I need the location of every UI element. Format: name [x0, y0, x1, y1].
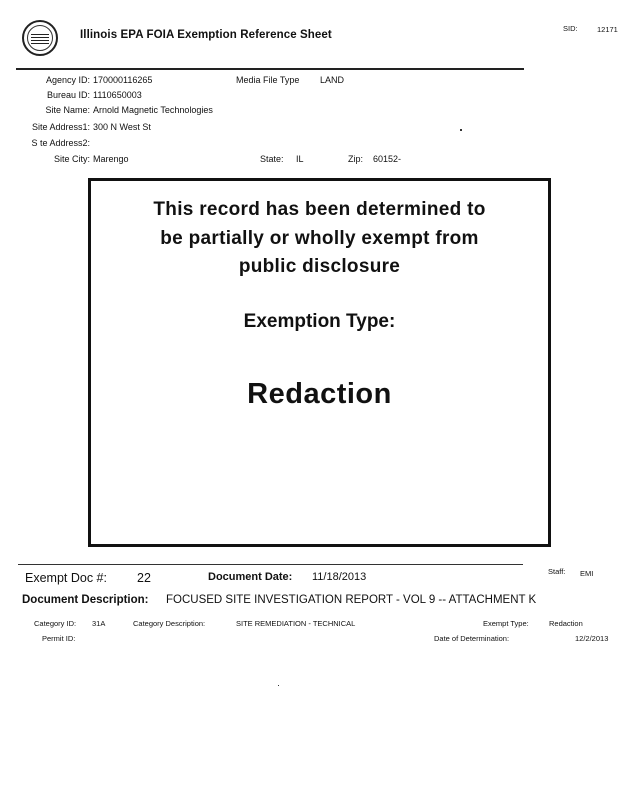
site-address1-value: 300 N West St	[93, 122, 151, 132]
exempt-type-value: Redaction	[549, 619, 583, 628]
exemption-type-value: Redaction	[247, 378, 392, 410]
exemption-type-heading: Exemption Type:	[243, 311, 396, 332]
category-id-value: 31A	[92, 619, 106, 628]
document-date-value: 11/18/2013	[312, 571, 367, 583]
media-file-type-value: LAND	[320, 75, 345, 85]
site-address1-label: Site Address1:	[31, 122, 90, 132]
site-name-value: Arnold Magnetic Technologies	[93, 105, 213, 115]
exemption-message-line-1: This record has been determined to	[153, 199, 486, 220]
date-of-determination-label: Date of Determination:	[434, 634, 510, 643]
agency-id-value: 170000116265	[93, 75, 153, 85]
sid-label: SID:	[563, 24, 578, 33]
site-city-label: Site City:	[53, 154, 90, 164]
category-description-label: Category Description:	[133, 619, 206, 628]
document-description-label: Document Description:	[22, 594, 149, 606]
document-description-value: FOCUSED SITE INVESTIGATION REPORT - VOL 9 -- ATTACHMENT K	[166, 594, 537, 606]
header-rule	[16, 68, 524, 70]
illinois-epa-seal-icon	[22, 20, 58, 56]
site-city-value: Marengo	[93, 154, 129, 164]
exempt-doc-label: Exempt Doc #:	[25, 571, 107, 585]
exemption-message-line-3: public disclosure	[238, 256, 401, 277]
permit-id-label: Permit ID:	[42, 634, 76, 643]
exempt-doc-value: 22	[137, 571, 151, 585]
staff-label: Staff:	[548, 567, 566, 576]
page-title: Illinois EPA FOIA Exemption Reference Sheet	[80, 29, 332, 41]
agency-id-label: Agency ID:	[45, 75, 90, 85]
staff-value: EMI	[580, 569, 594, 578]
sid-value: 12171	[597, 25, 618, 34]
exempt-type-label: Exempt Type:	[483, 619, 529, 628]
exemption-message-line-2: be partially or wholly exempt from	[160, 227, 479, 249]
media-file-type-label: Media File Type	[236, 75, 300, 85]
document-date-label: Document Date:	[208, 571, 293, 583]
site-address2-label: S te Address2:	[31, 138, 90, 148]
date-of-determination-value: 12/2/2013	[575, 634, 609, 643]
bureau-id-value: 1110650003	[93, 90, 142, 100]
state-value: IL	[296, 154, 304, 164]
scan-speck	[278, 685, 279, 686]
state-label: State:	[260, 154, 284, 164]
exemption-notice-box	[88, 178, 551, 547]
footer-rule	[18, 564, 523, 565]
zip-label: Zip:	[348, 154, 364, 164]
scan-speck	[460, 129, 462, 131]
exemption-message	[91, 196, 548, 282]
category-id-label: Category ID:	[34, 619, 77, 628]
category-description-value: SITE REMEDIATION - TECHNICAL	[236, 619, 356, 628]
bureau-id-label: Bureau ID:	[46, 90, 90, 100]
zip-value: 60152-	[373, 154, 402, 164]
site-name-label: Site Name:	[45, 105, 90, 115]
